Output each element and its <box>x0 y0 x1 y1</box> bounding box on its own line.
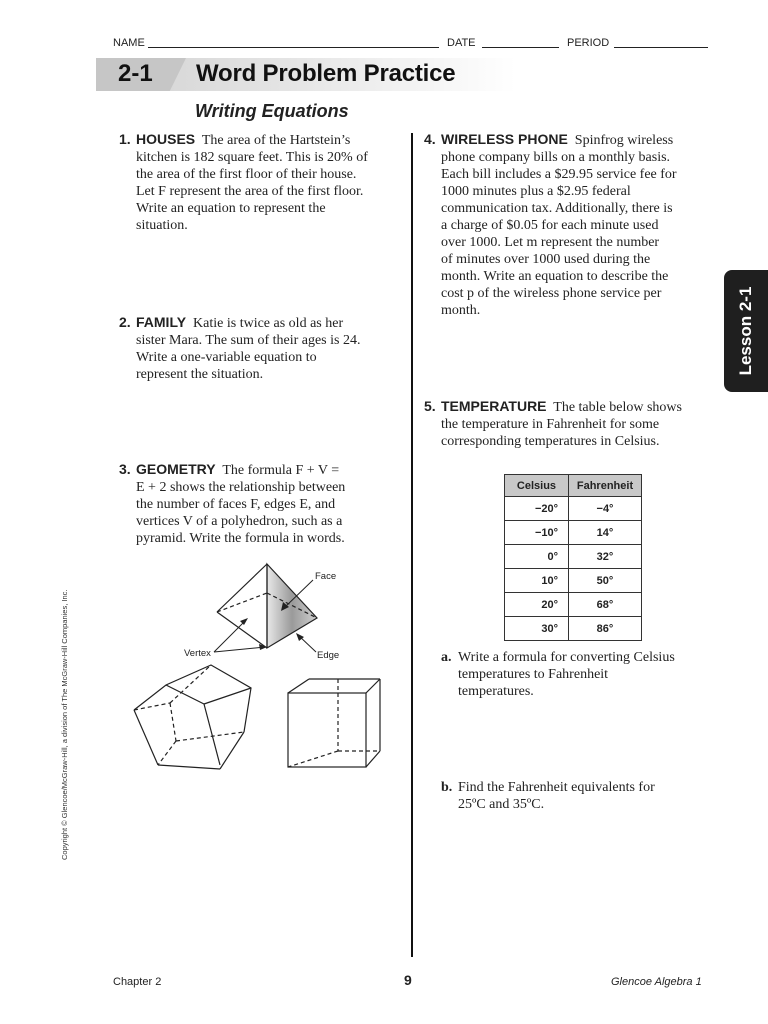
problem-text: Let F represent the area of the first floor. <box>136 184 364 199</box>
problem-text: the area of the first floor of their house. <box>136 167 357 182</box>
problem-text: communication tax. Additionally, there is <box>441 201 673 216</box>
problem-text: Katie is twice as old as her <box>193 316 344 331</box>
part-label: a. <box>441 650 452 665</box>
footer-chapter: Chapter 2 <box>113 976 162 988</box>
problem-text: The area of the Hartstein’s <box>201 133 351 148</box>
problem-text: the number of faces F, edges E, and <box>136 497 336 512</box>
problem-text: Write a one-variable equation to <box>136 350 317 365</box>
table-row <box>505 545 642 569</box>
lesson-tab-label: Lesson 2-1 <box>736 286 755 376</box>
problem-text: Spinfrog wireless <box>574 133 674 148</box>
problem-heading: GEOMETRY <box>136 461 216 477</box>
problem-text: a charge of $0.05 for each minute used <box>441 218 659 233</box>
table-header-celsius: Celsius <box>505 475 569 497</box>
face-label: Face <box>315 571 337 582</box>
name-label: NAME <box>113 37 145 49</box>
footer-book-title: Glencoe Algebra 1 <box>611 976 702 988</box>
problem-text: 1000 minutes plus a $2.95 federal <box>441 184 631 199</box>
problem-2 <box>119 314 406 383</box>
table-cell: −4° <box>569 497 642 521</box>
part-label: b. <box>441 780 453 795</box>
problem-text: situation. <box>136 218 188 233</box>
pentagonal-prism <box>134 665 251 769</box>
table-row <box>505 593 642 617</box>
page-number: 9 <box>404 972 412 988</box>
problem-1 <box>119 131 406 234</box>
table-header-fahrenheit: Fahrenheit <box>569 475 642 497</box>
problem-text: phone company bills on a monthly basis. <box>441 150 671 165</box>
edge-label: Edge <box>317 650 340 661</box>
problem-5b <box>441 779 718 813</box>
problem-text: Each bill includes a $29.95 service fee for <box>441 167 677 182</box>
problem-text: corresponding temperatures in Celsius. <box>441 434 660 449</box>
problem-number: 3. <box>119 461 131 477</box>
problem-text: the temperature in Fahrenheit for some <box>441 417 660 432</box>
problem-text: The table below shows <box>553 400 682 415</box>
table-cell: 68° <box>569 593 642 617</box>
cube <box>288 679 380 767</box>
problem-text: temperatures to Fahrenheit <box>458 667 609 682</box>
period-field[interactable] <box>614 47 708 48</box>
problem-text: 25ºC and 35ºC. <box>458 797 545 812</box>
date-field[interactable] <box>482 47 559 48</box>
problem-text: Find the Fahrenheit equivalents for <box>458 780 655 795</box>
problem-text: month. Write an equation to describe the <box>441 269 669 284</box>
table-cell: 50° <box>569 569 642 593</box>
problem-4 <box>424 131 716 319</box>
problem-text: kitchen is 182 square feet. This is 20% of <box>136 150 368 165</box>
copyright-notice: Copyright © Glencoe/McGraw-Hill, a division of The McGraw-Hill Companies, Inc. <box>60 589 69 860</box>
table-row <box>505 569 642 593</box>
lesson-side-tab <box>724 270 768 392</box>
problem-3 <box>119 461 406 547</box>
table-cell: 10° <box>505 569 569 593</box>
problem-text: Write a formula for converting Celsius <box>458 650 675 665</box>
date-label: DATE <box>447 37 476 49</box>
table-row <box>505 521 642 545</box>
problem-text: month. <box>441 303 481 318</box>
page-subtitle: Writing Equations <box>195 101 349 121</box>
column-divider <box>411 133 413 957</box>
problem-number: 4. <box>424 131 436 147</box>
name-field[interactable] <box>148 47 439 48</box>
problem-heading: HOUSES <box>136 131 196 147</box>
page-title: Word Problem Practice <box>196 60 456 87</box>
table-row <box>505 497 642 521</box>
problem-text: The formula F + V = <box>222 463 340 478</box>
problem-5a <box>441 649 718 700</box>
problem-text: sister Mara. The sum of their ages is 24. <box>136 333 361 348</box>
problem-text: cost p of the wireless phone service per <box>441 286 662 301</box>
table-cell: 20° <box>505 593 569 617</box>
table-row <box>505 617 642 641</box>
period-label: PERIOD <box>567 37 610 49</box>
polyhedra-figure <box>120 555 400 780</box>
problem-text: E + 2 shows the relationship between <box>136 480 346 495</box>
table-cell: 0° <box>505 545 569 569</box>
temperature-table <box>504 474 642 641</box>
problem-number: 5. <box>424 398 436 414</box>
table-cell: 30° <box>505 617 569 641</box>
problem-heading: TEMPERATURE <box>441 398 547 414</box>
problem-text: of minutes over 1000 used during the <box>441 252 651 267</box>
problem-heading: WIRELESS PHONE <box>441 131 568 147</box>
problem-number: 2. <box>119 314 131 330</box>
pyramid <box>217 564 317 648</box>
table-cell: 14° <box>569 521 642 545</box>
problem-heading: FAMILY <box>136 314 187 330</box>
table-cell: −10° <box>505 521 569 545</box>
problem-number: 1. <box>119 131 131 147</box>
problem-text: pyramid. Write the formula in words. <box>136 531 345 546</box>
vertex-label: Vertex <box>184 648 211 659</box>
table-cell: −20° <box>505 497 569 521</box>
problem-text: vertices V of a polyhedron, such as a <box>136 514 343 529</box>
table-cell: 32° <box>569 545 642 569</box>
lesson-number: 2-1 <box>118 60 153 87</box>
table-cell: 86° <box>569 617 642 641</box>
problem-text: represent the situation. <box>136 367 264 382</box>
problem-text: temperatures. <box>458 684 534 699</box>
problem-5 <box>424 398 716 450</box>
problem-text: Write an equation to represent the <box>136 201 326 216</box>
problem-text: over 1000. Let m represent the number <box>441 235 660 250</box>
